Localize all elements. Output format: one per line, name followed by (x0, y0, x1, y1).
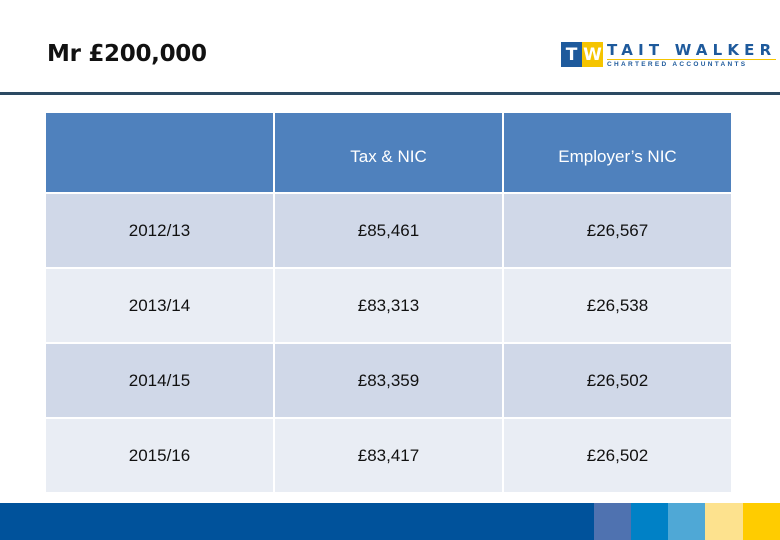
table-header-row (45, 112, 732, 193)
slide-title: Mr £200,000 (47, 41, 207, 67)
header-tax-nic: Tax & NIC (274, 112, 503, 193)
footer-color-bar (0, 503, 780, 540)
tait-walker-logo (561, 42, 776, 70)
logo-subtitle: CHARTERED ACCOUNTANTS (607, 59, 776, 69)
logo-company-name: TAIT WALKER (607, 41, 777, 59)
table-row (45, 343, 732, 418)
cell-employers-nic: £26,538 (503, 268, 732, 343)
footer-swatch-slate (594, 503, 631, 540)
tax-table (44, 111, 733, 494)
footer-swatch-pale-yellow (705, 503, 742, 540)
header-employers-nic: Employer’s NIC (503, 112, 732, 193)
cell-tax-nic: £83,359 (274, 343, 503, 418)
header-divider (0, 92, 780, 95)
cell-employers-nic: £26,567 (503, 193, 732, 268)
cell-tax-nic: £83,313 (274, 268, 503, 343)
footer-swatch-blue (631, 503, 668, 540)
cell-employers-nic: £26,502 (503, 418, 732, 493)
cell-year: 2015/16 (45, 418, 274, 493)
table-row (45, 193, 732, 268)
footer-swatch-yellow (743, 503, 780, 540)
table-row (45, 418, 732, 493)
cell-year: 2014/15 (45, 343, 274, 418)
logo-t-box: T (561, 42, 582, 67)
logo-text (607, 42, 776, 70)
footer-main-band (0, 503, 594, 540)
table-row (45, 268, 732, 343)
cell-employers-nic: £26,502 (503, 343, 732, 418)
logo-w-box: W (582, 42, 603, 67)
cell-year: 2013/14 (45, 268, 274, 343)
cell-year: 2012/13 (45, 193, 274, 268)
header-year (45, 112, 274, 193)
footer-swatch-light-blue (668, 503, 705, 540)
cell-tax-nic: £83,417 (274, 418, 503, 493)
cell-tax-nic: £85,461 (274, 193, 503, 268)
